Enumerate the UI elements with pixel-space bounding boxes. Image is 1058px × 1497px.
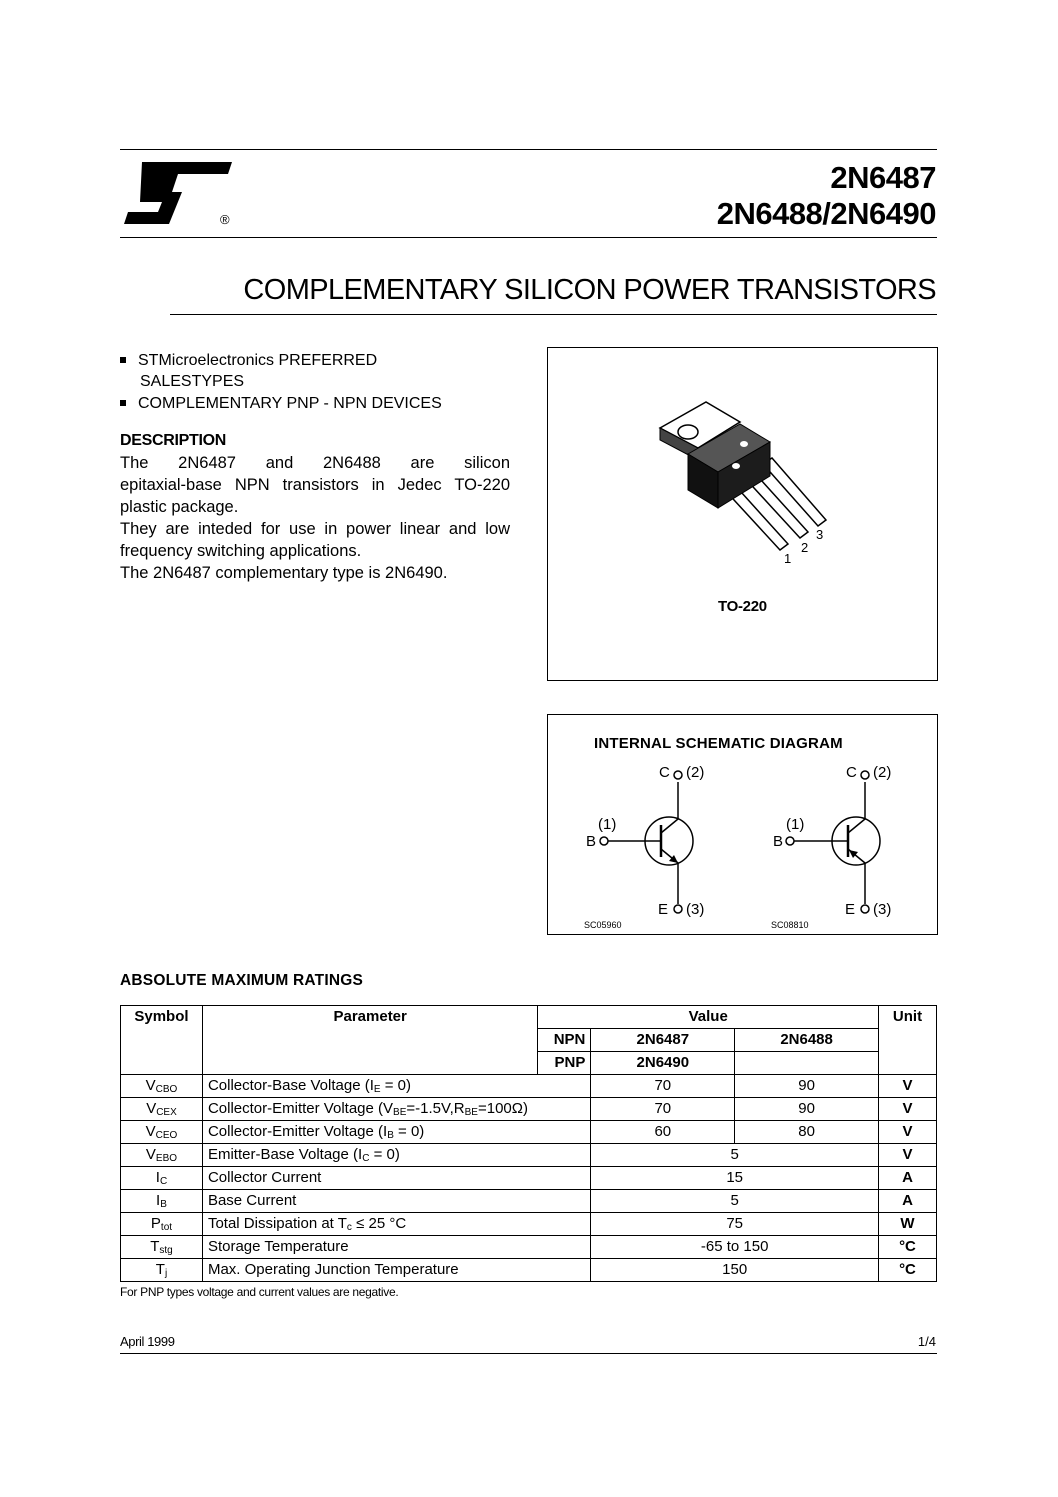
value-cell: -65 to 150 <box>591 1236 879 1259</box>
feature-item-1-cont: SALESTYPES <box>140 373 245 390</box>
symbol-cell: $I_B$ <box>121 1190 203 1213</box>
symbol-cell: $V_{EBO}$ <box>121 1144 203 1167</box>
table-row <box>121 1259 937 1282</box>
npn-type-b: 2N6488 <box>735 1029 879 1052</box>
parameter-cell: Total Dissipation at $T_c \le 25$ °C <box>202 1213 590 1236</box>
unit-cell: °C <box>878 1236 936 1259</box>
header-bottom-rule <box>120 237 937 238</box>
symbol-cell: $T_{stg}$ <box>121 1236 203 1259</box>
part-number-line1: 2N6487 <box>830 160 936 195</box>
symbol-cell: $V_{CEO}$ <box>121 1121 203 1144</box>
schematic-box <box>547 714 938 935</box>
symbol-cell: $P_{tot}$ <box>121 1213 203 1236</box>
unit-cell: V <box>878 1075 936 1098</box>
parameter-cell: Emitter-Base Voltage $(I_C = 0)$ <box>202 1144 590 1167</box>
value-cell: 90 <box>735 1098 879 1121</box>
table-header-row <box>121 1006 937 1029</box>
table-row <box>121 1167 937 1190</box>
col-header-value: Value <box>538 1006 879 1029</box>
table-row <box>121 1144 937 1167</box>
unit-cell: V <box>878 1098 936 1121</box>
parameter-cell: Storage Temperature <box>202 1236 590 1259</box>
parameter-cell: Collector-Emitter Voltage $(I_B = 0)$ <box>202 1121 590 1144</box>
schematic-code-right: SC08810 <box>771 920 809 930</box>
npn-emitter-pin: (3) <box>686 901 705 918</box>
table-row <box>121 1190 937 1213</box>
pin-label-2: 2 <box>801 540 809 555</box>
desc-line: plastic package. <box>120 498 239 516</box>
to220-package-icon <box>548 348 937 680</box>
ratings-heading: ABSOLUTE MAXIMUM RATINGS <box>120 972 364 989</box>
table-row <box>121 1121 937 1144</box>
unit-cell: V <box>878 1121 936 1144</box>
st-logo <box>122 160 242 230</box>
ratings-note: For PNP types voltage and current values are negative. <box>120 1285 399 1299</box>
pnp-collector-label: C <box>846 764 857 781</box>
desc-line: The 2N6487 and 2N6488 are silicon <box>120 454 510 472</box>
pin-label-1: 1 <box>784 551 792 566</box>
unit-cell: V <box>878 1144 936 1167</box>
value-cell: 60 <box>591 1121 735 1144</box>
value-cell: 70 <box>591 1075 735 1098</box>
unit-cell: °C <box>878 1259 936 1282</box>
parameter-cell: Collector-Emitter Voltage $(V_{BE}=-1.5V,R_{BE}=100\Omega)$ <box>202 1098 590 1121</box>
npn-base-pin: (1) <box>598 816 617 833</box>
value-cell: 90 <box>735 1075 879 1098</box>
ratings-table <box>120 1005 937 1282</box>
desc-line: epitaxial-base NPN transistors in Jedec TO-220 <box>120 476 510 494</box>
pnp-emitter-pin: (3) <box>873 901 892 918</box>
description-text <box>120 452 510 584</box>
table-row <box>121 1075 937 1098</box>
footer-date: April 1999 <box>120 1334 175 1349</box>
desc-line: frequency switching applications. <box>120 542 362 560</box>
package-box <box>547 347 938 681</box>
parameter-cell: Base Current <box>202 1190 590 1213</box>
npn-collector-label: C <box>659 764 670 781</box>
value-cell: 150 <box>591 1259 879 1282</box>
symbol-cell: $V_{CEX}$ <box>121 1098 203 1121</box>
npn-collector-pin: (2) <box>686 764 705 781</box>
desc-line: They are inteded for use in power linear and low <box>120 520 510 538</box>
footer-page-number: 1/4 <box>917 1334 936 1349</box>
footer-rule <box>120 1353 937 1354</box>
page-title: COMPLEMENTARY SILICON POWER TRANSISTORS <box>243 274 936 306</box>
parameter-cell: Collector-Base Voltage $(I_E = 0)$ <box>202 1075 590 1098</box>
desc-line: The 2N6487 complementary type is 2N6490. <box>120 564 448 582</box>
symbol-cell: $V_{CBO}$ <box>121 1075 203 1098</box>
symbol-cell: $I_C$ <box>121 1167 203 1190</box>
pnp-type-a: 2N6490 <box>591 1052 735 1075</box>
title-rule <box>170 314 937 315</box>
table-row <box>121 1236 937 1259</box>
pnp-base-pin: (1) <box>786 816 805 833</box>
value-cell: 5 <box>591 1190 879 1213</box>
pnp-base-label: B <box>773 833 784 850</box>
description-heading: DESCRIPTION <box>120 432 227 449</box>
npn-label: NPN <box>538 1029 591 1052</box>
header-top-rule <box>120 149 937 150</box>
col-header-parameter: Parameter <box>202 1006 537 1075</box>
unit-cell: A <box>878 1167 936 1190</box>
bullet-square-icon <box>120 400 126 406</box>
npn-base-label: B <box>586 833 597 850</box>
registered-mark: ® <box>220 212 230 227</box>
table-row <box>121 1098 937 1121</box>
value-cell: 5 <box>591 1144 879 1167</box>
parameter-cell: Collector Current <box>202 1167 590 1190</box>
parameter-cell: Max. Operating Junction Temperature <box>202 1259 590 1282</box>
pnp-label: PNP <box>538 1052 591 1075</box>
pnp-type-b-empty <box>735 1052 879 1075</box>
value-cell: 80 <box>735 1121 879 1144</box>
value-cell: 70 <box>591 1098 735 1121</box>
col-header-symbol: Symbol <box>121 1006 203 1075</box>
symbol-cell: $T_j$ <box>121 1259 203 1282</box>
col-header-unit: Unit <box>878 1006 936 1075</box>
schematic-code-left: SC05960 <box>584 920 622 930</box>
feature-item-2: COMPLEMENTARY PNP - NPN DEVICES <box>120 393 442 414</box>
pnp-collector-pin: (2) <box>873 764 892 781</box>
package-name: TO-220 <box>718 598 767 615</box>
part-number-line2: 2N6488/2N6490 <box>716 196 936 231</box>
value-cell: 15 <box>591 1167 879 1190</box>
bullet-square-icon <box>120 357 126 363</box>
feature-item-1: STMicroelectronics PREFERRED <box>120 350 377 371</box>
unit-cell: A <box>878 1190 936 1213</box>
npn-type-a: 2N6487 <box>591 1029 735 1052</box>
unit-cell: W <box>878 1213 936 1236</box>
schematic-title: INTERNAL SCHEMATIC DIAGRAM <box>594 735 843 752</box>
pin-label-3: 3 <box>816 527 824 542</box>
table-row <box>121 1213 937 1236</box>
npn-emitter-label: E <box>658 901 669 918</box>
value-cell: 75 <box>591 1213 879 1236</box>
pnp-emitter-label: E <box>845 901 856 918</box>
